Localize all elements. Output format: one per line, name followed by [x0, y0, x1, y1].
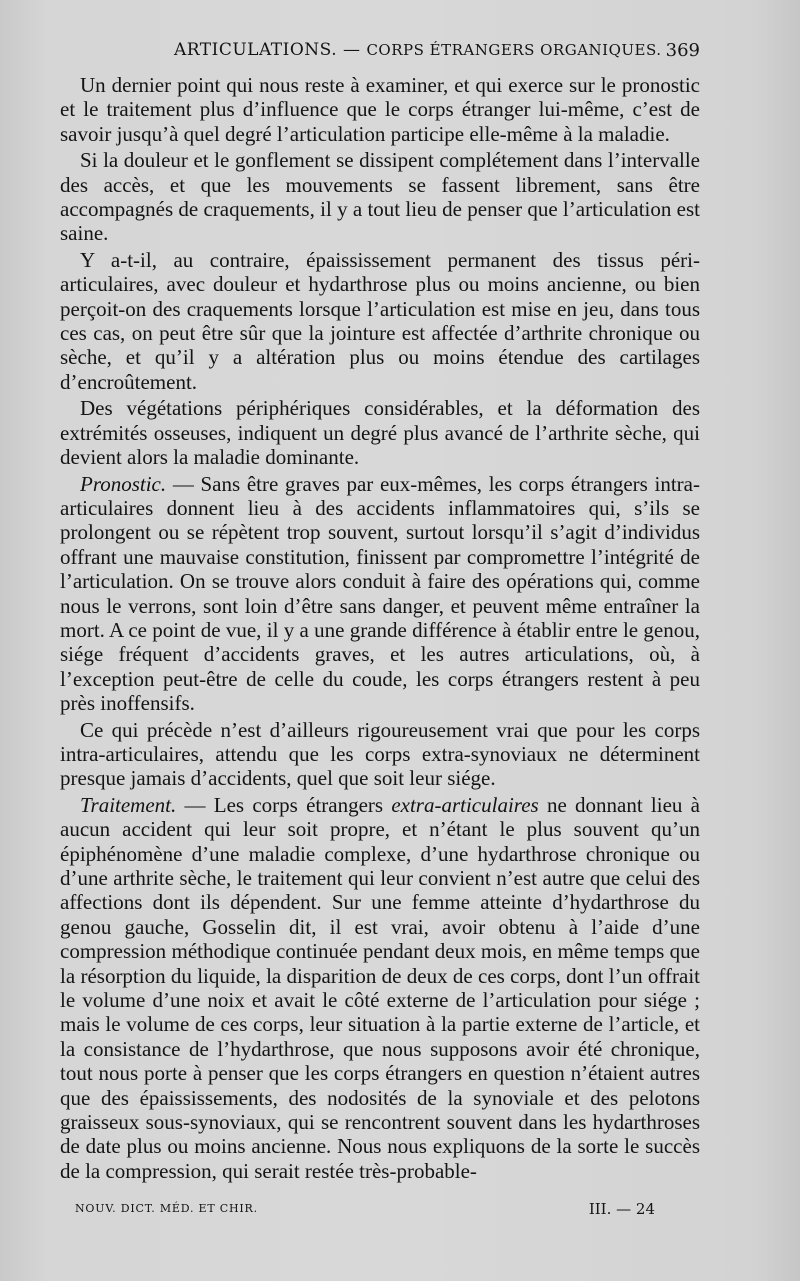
paragraph-pronostic: [60, 472, 700, 716]
traitement-text-before: — Les corps étrangers: [176, 792, 392, 817]
footer-signature: III. — 24: [588, 1200, 655, 1218]
paragraph-healthy-joint: Si la douleur et le gonflement se dissipent complétement dans l’intervalle des accès, et que les mouvements se fassent librement, sans être accompagnés de craquements, il y a tout lieu de penser que l’articulation est saine.: [60, 148, 700, 246]
page-footer: [75, 1200, 655, 1220]
page-number: 369: [665, 40, 700, 61]
page-header: [60, 40, 700, 64]
running-head-separator: —: [337, 40, 367, 60]
pronostic-heading: Pronostic.: [80, 471, 167, 496]
running-head-title: ARTICULATIONS.: [174, 40, 338, 60]
paragraph-dry-arthritis: Des végétations périphériques considérables, et la déformation des extrémités osseuses, indiquent un degré plus avancé de l’arthrite sèche, qui devient alors la maladie dominante.: [60, 396, 700, 470]
running-head: [174, 40, 661, 60]
pronostic-text: — Sans être graves par eux-mêmes, les corps étrangers intra-articulaires donnent lieu à des accidents inflammatoires qui, s’ils se prolongent ou se répètent trop souvent, surtout lorsqu’il s’agit d’individus offrant une mauvaise constitution, finissent par compromettre l’intégrité de l’articulation. On se trouve alors conduit à faire des opérations qui, comme nous le verrons, sont loin d’être sans danger, et peuvent même entraîner la mort. A ce point de vue, il y a une grande différence à établir entre le genou, siége fréquent d’accidents graves, et les autres articulations, où, à l’exception peut-être de celle du coude, les corps étrangers restent à peu près inoffensifs.: [60, 471, 700, 716]
paragraph-extra-synovial: Ce qui précède n’est d’ailleurs rigoureusement vrai que pour les corps intra-articulaires, attendu que les corps extra-synoviaux ne déterminent presque jamais d’accidents, quel que soit leur siége.: [60, 717, 700, 791]
paragraph-traitement: [60, 793, 700, 1184]
body-text: [60, 73, 700, 1183]
footer-publication: NOUV. DICT. MÉD. ET CHIR.: [75, 1202, 258, 1215]
traitement-text-after: ne donnant lieu à aucun accident qui leur soit propre, et n’étant le plus souvent qu’un épiphénomène d’une maladie complexe, d’une hydarthrose chronique ou d’une arthrite sèche, le traitement qui leur convient n’est autre que celui des affections dont ils dépendent. Sur une femme atteinte d’hydarthrose du genou gauche, Gosselin dit, il est vrai, avoir obtenu à l’aide d’une compression méthodique continuée pendant deux mois, en même temps que la résorption du liquide, la disparition de deux de ces corps, dont l’un offrait le volume d’une noix et avait le côté externe de l’articulation pour siége ; mais le volume de ces corps, leur situation à la partie externe de l’article, et la consistance de l’hydarthrose, que nous supposons avoir été chronique, tout nous porte à penser que les corps étrangers en question n’étaient autres que des épaississements, des nodosités de la synoviale et des pelotons graisseux sous-synoviaux, qui se rencontrent souvent dans les hydarthroses de date plus ou moins ancienne. Nous nous expliquons de la sorte le succès de la compression, qui serait restée très-probable-: [60, 792, 701, 1183]
traitement-heading: Traitement.: [80, 792, 177, 817]
traitement-emphasis: extra-articulaires: [391, 792, 539, 817]
paragraph-joint-involvement: Un dernier point qui nous reste à examiner, et qui exerce sur le pronostic et le traitement plus d’influence que le corps étranger lui-même, c’est de savoir jusqu’à quel degré l’articulation participe elle-même à la maladie.: [60, 73, 700, 146]
running-head-subtitle: CORPS ÉTRANGERS ORGANIQUES.: [366, 41, 662, 59]
paragraph-chronic-arthritis: Y a-t-il, au contraire, épaississement permanent des tissus péri-articulaires, avec douleur et hydarthrose plus ou moins ancienne, ou bien perçoit-on des craquements lorsque l’articulation est mise en jeu, dans tous ces cas, on peut être sûr que la jointure est affectée d’arthrite chronique ou sèche, et qu’il y a altération plus ou moins étendue des cartilages d’encroûtement.: [60, 247, 700, 394]
